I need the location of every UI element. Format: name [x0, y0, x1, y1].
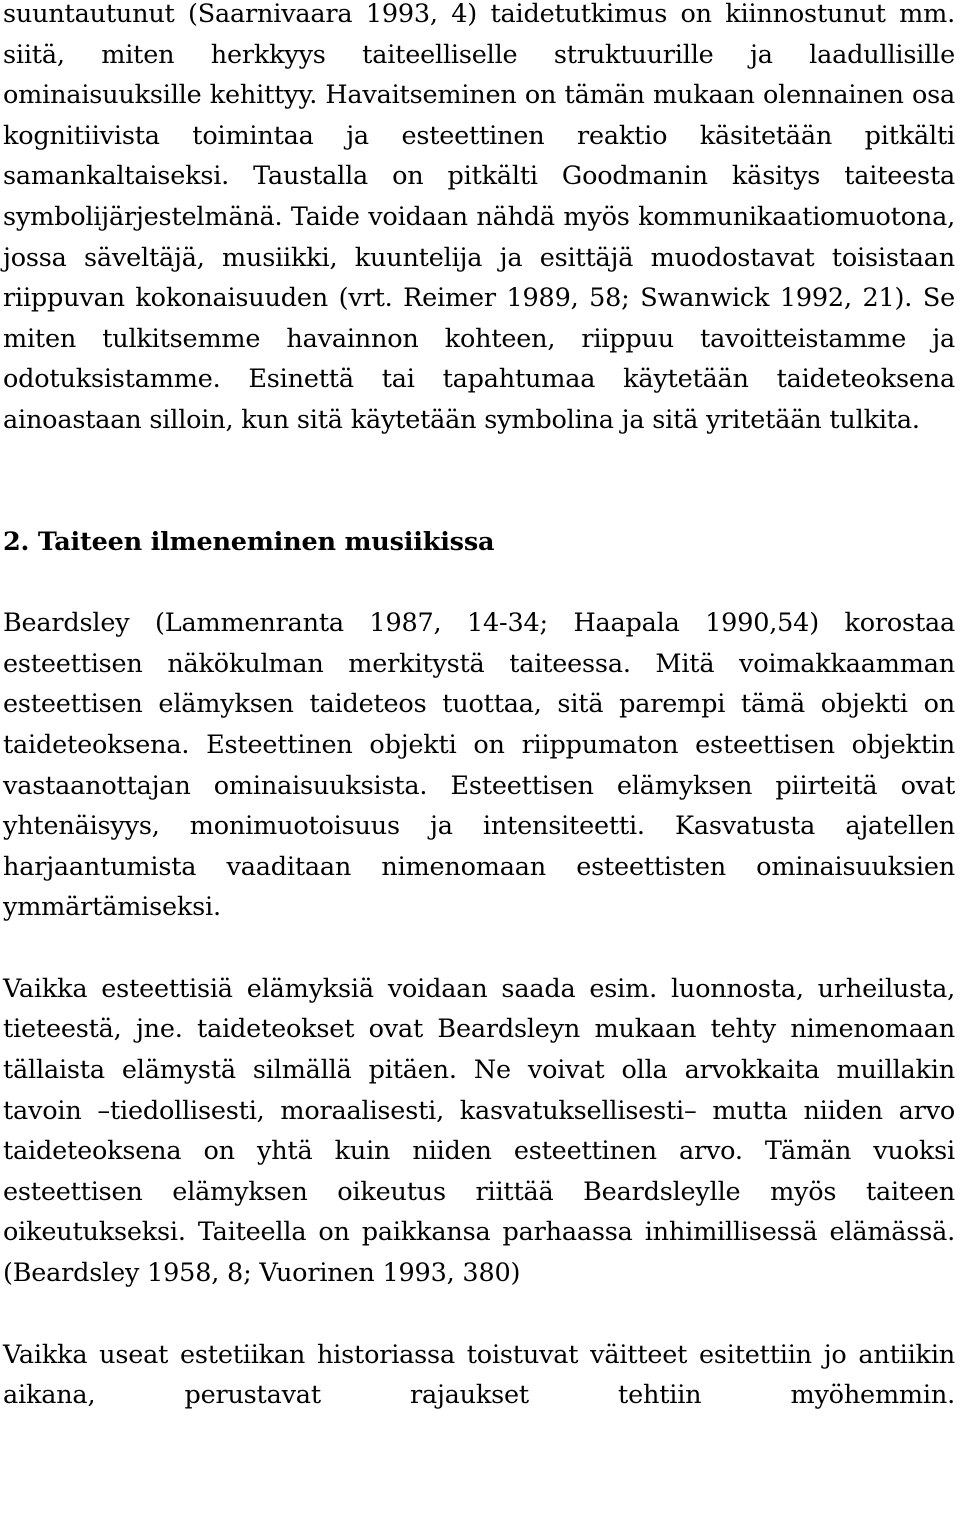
spacer	[3, 562, 955, 603]
spacer	[3, 928, 955, 969]
document-page	[3, 0, 955, 1416]
spacer	[3, 441, 955, 522]
paragraph-history: Vaikka useat estetiikan historiassa toistuvat väitteet esitettiin jo antiikin aikana, perustavat rajaukset tehtiin myöhemmin.	[3, 1339, 955, 1411]
paragraph-intro: suuntautunut (Saarnivaara 1993, 4) taidetutkimus on kiinnostunut mm. siitä, miten herkkyys taiteelliselle struktuurille ja laadullisille ominaisuuksille kehittyy. Havaitseminen on tämän mukaan olennainen osa kognitiivista toimintaa ja esteettinen reaktio käsitetään pitkälti samankaltaiseksi. Taustalla on pitkälti Goodmanin käsitys taiteesta symbolijärjestelmänä. Taide voidaan nähdä myös kommunikaatiomuotona, jossa säveltäjä, musiikki, kuuntelija ja esittäjä muodostavat toisistaan riippuvan kokonaisuuden (vrt. Reimer 1989, 58; Swanwick 1992, 21). Se miten tulkitsemme havainnon kohteen, riippuu tavoitteistamme ja odotuksistamme. Esinettä tai tapahtumaa käytetään taideteoksena ainoastaan silloin, kun sitä käytetään symbolina ja sitä yritetään tulkita.	[3, 0, 955, 435]
section-heading: 2. Taiteen ilmeneminen musiikissa	[3, 526, 495, 557]
paragraph-aesthetic-experience: Vaikka esteettisiä elämyksiä voidaan saada esim. luonnosta, urheilusta, tieteestä, jne. taideteokset ovat Beardsleyn mukaan tehty nimenomaan tällaista elämystä silmällä pitäen. Ne voivat olla arvokkaita muillakin tavoin –tiedollisesti, moraalisesti, kasvatuksellisesti– mutta niiden arvo taideteoksena on yhtä kuin niiden esteettinen arvo. Tämän vuoksi esteettisen elämyksen oikeutus riittää Beardsleylle myös taiteen oikeutukseksi. Taiteella on paikkansa parhaassa inhimillisessä elämässä.(Beardsley 1958, 8; Vuorinen 1993, 380)	[3, 973, 955, 1289]
paragraph-beardsley: Beardsley (Lammenranta 1987, 14-34; Haapala 1990,54) korostaa esteettisen näkökulman merkitystä taiteessa. Mitä voimakkaamman esteettisen elämyksen taideteos tuottaa, sitä parempi tämä objekti on taideteoksena. Esteettinen objekti on riippumaton esteettisen objektin vastaanottajan ominaisuuksista. Esteettisen elämyksen piirteitä ovat yhtenäisyys, monimuotoisuus ja intensiteetti. Kasvatusta ajatellen harjaantumista vaaditaan nimenomaan esteettisten ominaisuuksien ymmärtämiseksi.	[3, 608, 955, 923]
spacer	[3, 1294, 955, 1335]
